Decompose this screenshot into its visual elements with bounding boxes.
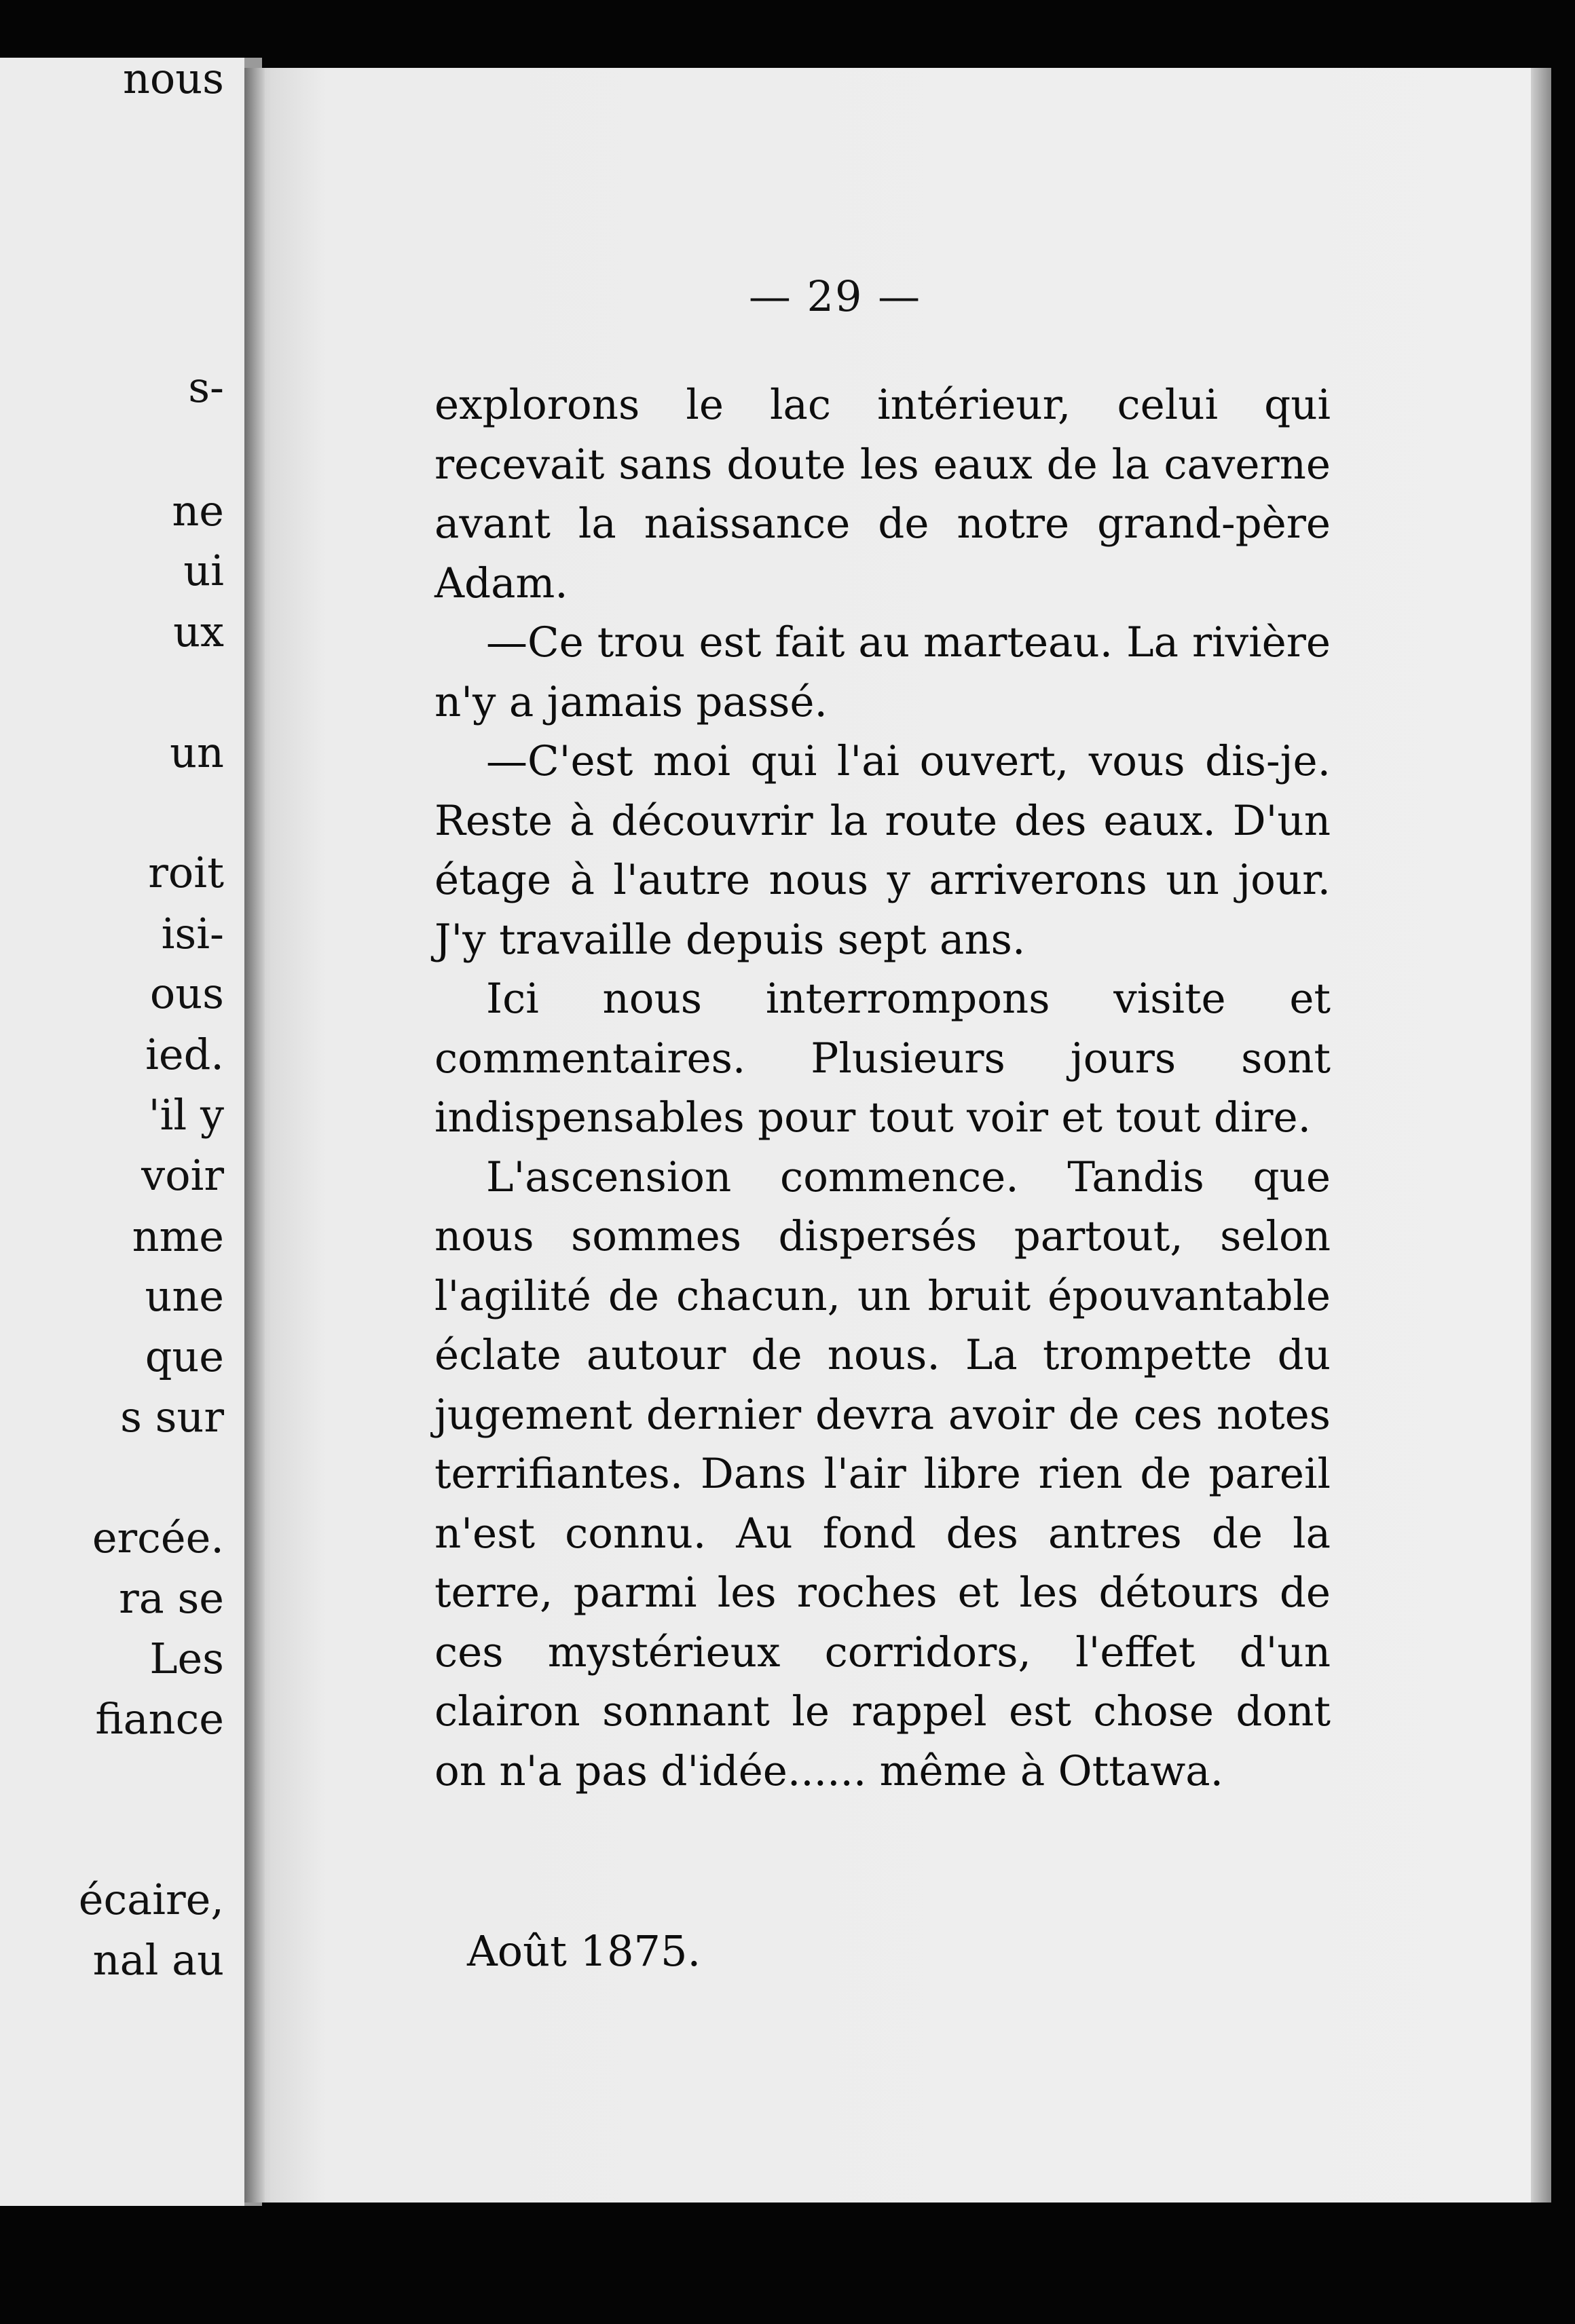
paragraph: explorons le lac intérieur, celui qui recevait sans doute les eaux de la caverne avant la naissance de notre grand-père Adam.: [434, 381, 1331, 607]
left-fragment: ui: [183, 546, 224, 595]
left-fragment: voir: [141, 1150, 224, 1200]
left-fragment: nal au: [92, 1935, 224, 1985]
left-fragment: isi-: [161, 909, 224, 958]
left-fragment: ous: [149, 969, 224, 1018]
left-fragment: un: [170, 728, 224, 777]
left-fragment: ercée.: [92, 1513, 224, 1562]
left-fragment: fiance: [95, 1694, 224, 1744]
left-fragment: nme: [132, 1212, 224, 1261]
paragraph: Ici nous interrompons visite et commentaires. Plusieurs jours sont indispensables pour tout voir et tout dire.: [434, 975, 1331, 1142]
book-spine-shadow: [244, 68, 265, 2203]
page-number: — 29 —: [748, 271, 922, 321]
left-fragment: ied.: [145, 1030, 224, 1079]
left-fragment: une: [145, 1271, 224, 1321]
left-fragment: écaire,: [78, 1875, 224, 1924]
left-fragment: s sur: [120, 1392, 224, 1442]
paragraph: —C'est moi qui l'ai ouvert, vous dis-je. Reste à découvrir la route des eaux. D'un étage à l'autre nous y arriverons un jour. J'y travaille depuis sept ans.: [434, 737, 1331, 964]
left-fragment: ux: [173, 607, 224, 656]
left-fragment: ra se: [119, 1573, 224, 1623]
page-edge: [1531, 68, 1551, 2203]
left-facing-page: [0, 58, 262, 2206]
body-text: [434, 375, 1331, 1801]
left-fragment: roit: [148, 848, 224, 897]
paragraph: —Ce trou est fait au marteau. La rivière n'y a jamais passé.: [434, 618, 1331, 726]
left-fragment: 'il y: [148, 1090, 224, 1140]
left-page-text-fragments: [0, 58, 224, 2206]
left-fragment: ne: [172, 486, 224, 536]
left-fragment: s-: [188, 362, 224, 412]
left-fragment: nous: [122, 58, 224, 103]
left-fragment: que: [145, 1332, 224, 1381]
dateline: Août 1875.: [467, 1926, 701, 1976]
left-fragment: Les: [149, 1634, 224, 1683]
paragraph: L'ascension commence. Tandis que nous sommes dispersés partout, selon l'agilité de chacun, un bruit épouvantable éclate autour de nous. La trompette du jugement dernier devra avoir de ces notes terrifiantes. Dans l'air libre rien de pareil n'est connu. Au fond des antres de la terre, parmi les roches et les détours de ces mystérieux corridors, l'effet d'un clairon sonnant le rappel est chose dont on n'a pas d'idée...... même à Ottawa.: [434, 1152, 1331, 1795]
